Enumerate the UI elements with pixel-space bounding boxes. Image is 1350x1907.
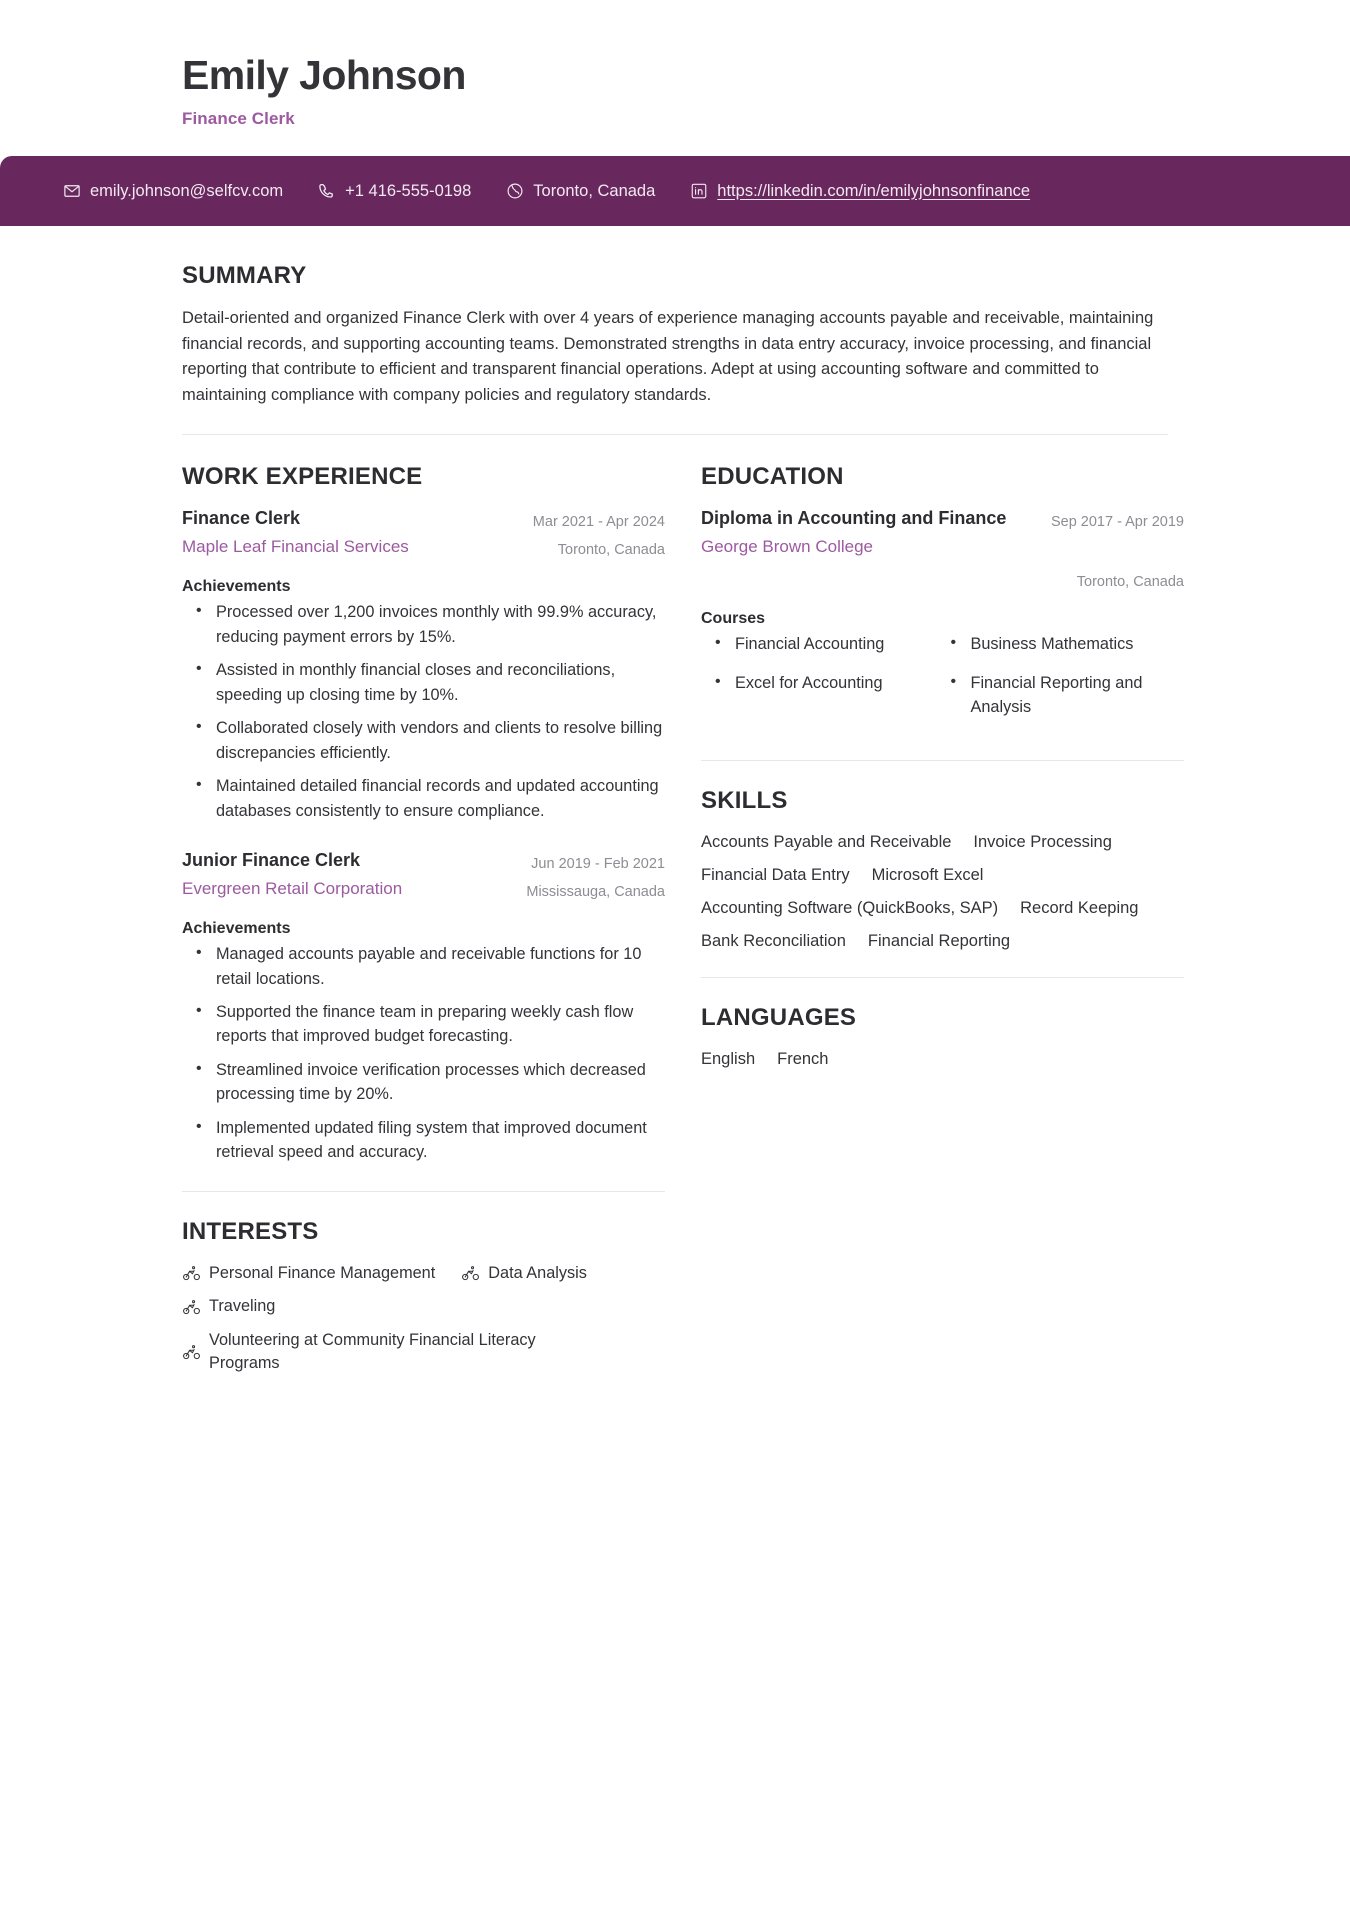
list-item: • Financial Accounting	[735, 632, 949, 656]
bicycle-icon	[182, 1298, 201, 1317]
work-location: Mississauga, Canada	[526, 883, 665, 900]
list-item	[182, 1262, 435, 1286]
skills-heading: SKILLS	[701, 786, 788, 814]
language-item: English	[701, 1050, 756, 1069]
languages-section	[701, 1004, 1184, 1072]
list-item	[461, 1262, 587, 1286]
contact-location	[505, 182, 655, 201]
skill-item: Accounting Software (QuickBooks, SAP)	[701, 898, 999, 917]
language-item: French	[777, 1050, 829, 1069]
work-organization: Evergreen Retail Corporation	[182, 878, 403, 898]
work-entry	[182, 507, 665, 823]
list-item	[182, 1329, 665, 1376]
education-location: Toronto, Canada	[1076, 573, 1184, 590]
work-dates: Jun 2019 - Feb 2021	[531, 855, 665, 872]
skills-divider	[701, 760, 1184, 761]
resume-page	[90, 0, 1230, 1380]
languages-divider	[701, 977, 1184, 978]
education-entry	[701, 507, 1184, 733]
list-item: • Maintained detailed financial records and updated accounting databases consistently to ensure compliance.	[216, 774, 665, 823]
bicycle-icon	[461, 1264, 480, 1283]
education-dates: Sep 2017 - Apr 2019	[1050, 514, 1184, 531]
list-item	[182, 1295, 665, 1319]
contact-phone-text: +1 416-555-0198	[345, 181, 472, 200]
interests-list	[182, 1262, 665, 1377]
bicycle-icon	[182, 1264, 201, 1283]
linkedin-icon	[689, 182, 708, 201]
skill-item: Accounts Payable and Receivable	[701, 832, 952, 851]
list-item: • Collaborated closely with vendors and clients to resolve billing discrepancies efficiently.	[216, 716, 665, 765]
skill-item: Microsoft Excel	[871, 865, 984, 884]
skill-item: Financial Reporting	[867, 931, 1011, 950]
courses-label: Courses	[701, 610, 766, 628]
left-column	[182, 435, 665, 1380]
list-item: • Supported the finance team in preparing weekly cash flow reports that improved budget forecasting.	[216, 1000, 665, 1049]
work-dates: Mar 2021 - Apr 2024	[532, 514, 665, 531]
skill-item: Financial Data Entry	[701, 865, 850, 884]
right-column	[701, 435, 1184, 1076]
list-item: • Implemented updated filing system that improved document retrieval speed and accuracy.	[216, 1116, 665, 1165]
work-organization: Maple Leaf Financial Services	[182, 537, 409, 557]
envelope-icon	[62, 182, 81, 201]
list-item: • Processed over 1,200 invoices monthly with 99.9% accuracy, reducing payment errors by 15%.	[216, 600, 665, 649]
phone-icon	[317, 182, 336, 201]
globe-icon	[505, 182, 524, 201]
work-entry	[182, 849, 665, 1165]
achievements-list	[182, 600, 665, 823]
contact-linkedin[interactable]	[689, 182, 1030, 201]
education-heading: EDUCATION	[701, 463, 844, 491]
contact-email[interactable]	[62, 182, 283, 201]
list-item: • Assisted in monthly financial closes and reconciliations, speeding up closing time by 10%.	[216, 658, 665, 707]
summary-text: Detail-oriented and organized Finance Clerk with over 4 years of experience managing accounts payable and receivable, maintaining financial records, and supporting accounting teams. Demonstrated strengths in data entry accuracy, invoice processing, and financial reporting that contribute to efficient and transparent financial operations. Adept at using accounting software and committed to maintaining compliance with company policies and regulatory standards.	[182, 309, 1154, 404]
languages-list	[701, 1048, 1184, 1072]
resume-header	[120, 0, 1230, 129]
achievements-label: Achievements	[182, 920, 291, 938]
interest-label: Traveling	[209, 1297, 276, 1316]
interests-divider	[182, 1191, 665, 1192]
skills-list	[701, 831, 1184, 954]
skill-item: Invoice Processing	[973, 832, 1112, 851]
interest-label: Personal Finance Management	[209, 1263, 436, 1282]
skill-item: Bank Reconciliation	[701, 931, 846, 950]
work-role: Junior Finance Clerk	[182, 849, 361, 870]
resume-body	[120, 435, 1230, 1380]
list-item: • Streamlined invoice verification processes which decreased processing time by 20%.	[216, 1058, 665, 1107]
education-section	[701, 463, 1184, 733]
education-degree: Diploma in Accounting and Finance	[701, 508, 1007, 529]
candidate-name: Emily Johnson	[182, 52, 466, 98]
summary-heading: SUMMARY	[182, 262, 307, 290]
languages-heading: LANGUAGES	[701, 1004, 857, 1032]
education-organization: George Brown College	[701, 537, 873, 557]
contact-email-text: emily.johnson@selfcv.com	[90, 181, 284, 200]
contact-location-text: Toronto, Canada	[533, 181, 656, 200]
contact-bar	[0, 156, 1350, 226]
achievements-list	[182, 942, 665, 1165]
work-location: Toronto, Canada	[557, 541, 665, 558]
contact-phone[interactable]	[317, 182, 471, 201]
list-item: • Financial Reporting and Analysis	[971, 671, 1185, 720]
list-item: • Business Mathematics	[971, 632, 1185, 656]
achievements-label: Achievements	[182, 578, 291, 596]
work-role: Finance Clerk	[182, 508, 301, 529]
interest-label: Data Analysis	[488, 1263, 587, 1282]
interests-heading: INTERESTS	[182, 1217, 319, 1245]
candidate-job-title: Finance Clerk	[182, 109, 295, 129]
bicycle-icon	[182, 1343, 201, 1362]
interests-section	[182, 1218, 665, 1377]
skill-item: Record Keeping	[1020, 898, 1139, 917]
work-experience-heading: WORK EXPERIENCE	[182, 463, 423, 491]
contact-linkedin-link[interactable]: https://linkedin.com/in/emilyjohnsonfinance	[717, 181, 1031, 200]
work-experience-section	[182, 463, 665, 1164]
list-item: • Managed accounts payable and receivable functions for 10 retail locations.	[216, 942, 665, 991]
courses-list	[701, 632, 1184, 733]
skills-section	[701, 787, 1184, 954]
interest-label: Volunteering at Community Financial Literacy Programs	[209, 1330, 536, 1373]
summary-section	[120, 226, 1230, 408]
list-item: • Excel for Accounting	[735, 671, 949, 720]
